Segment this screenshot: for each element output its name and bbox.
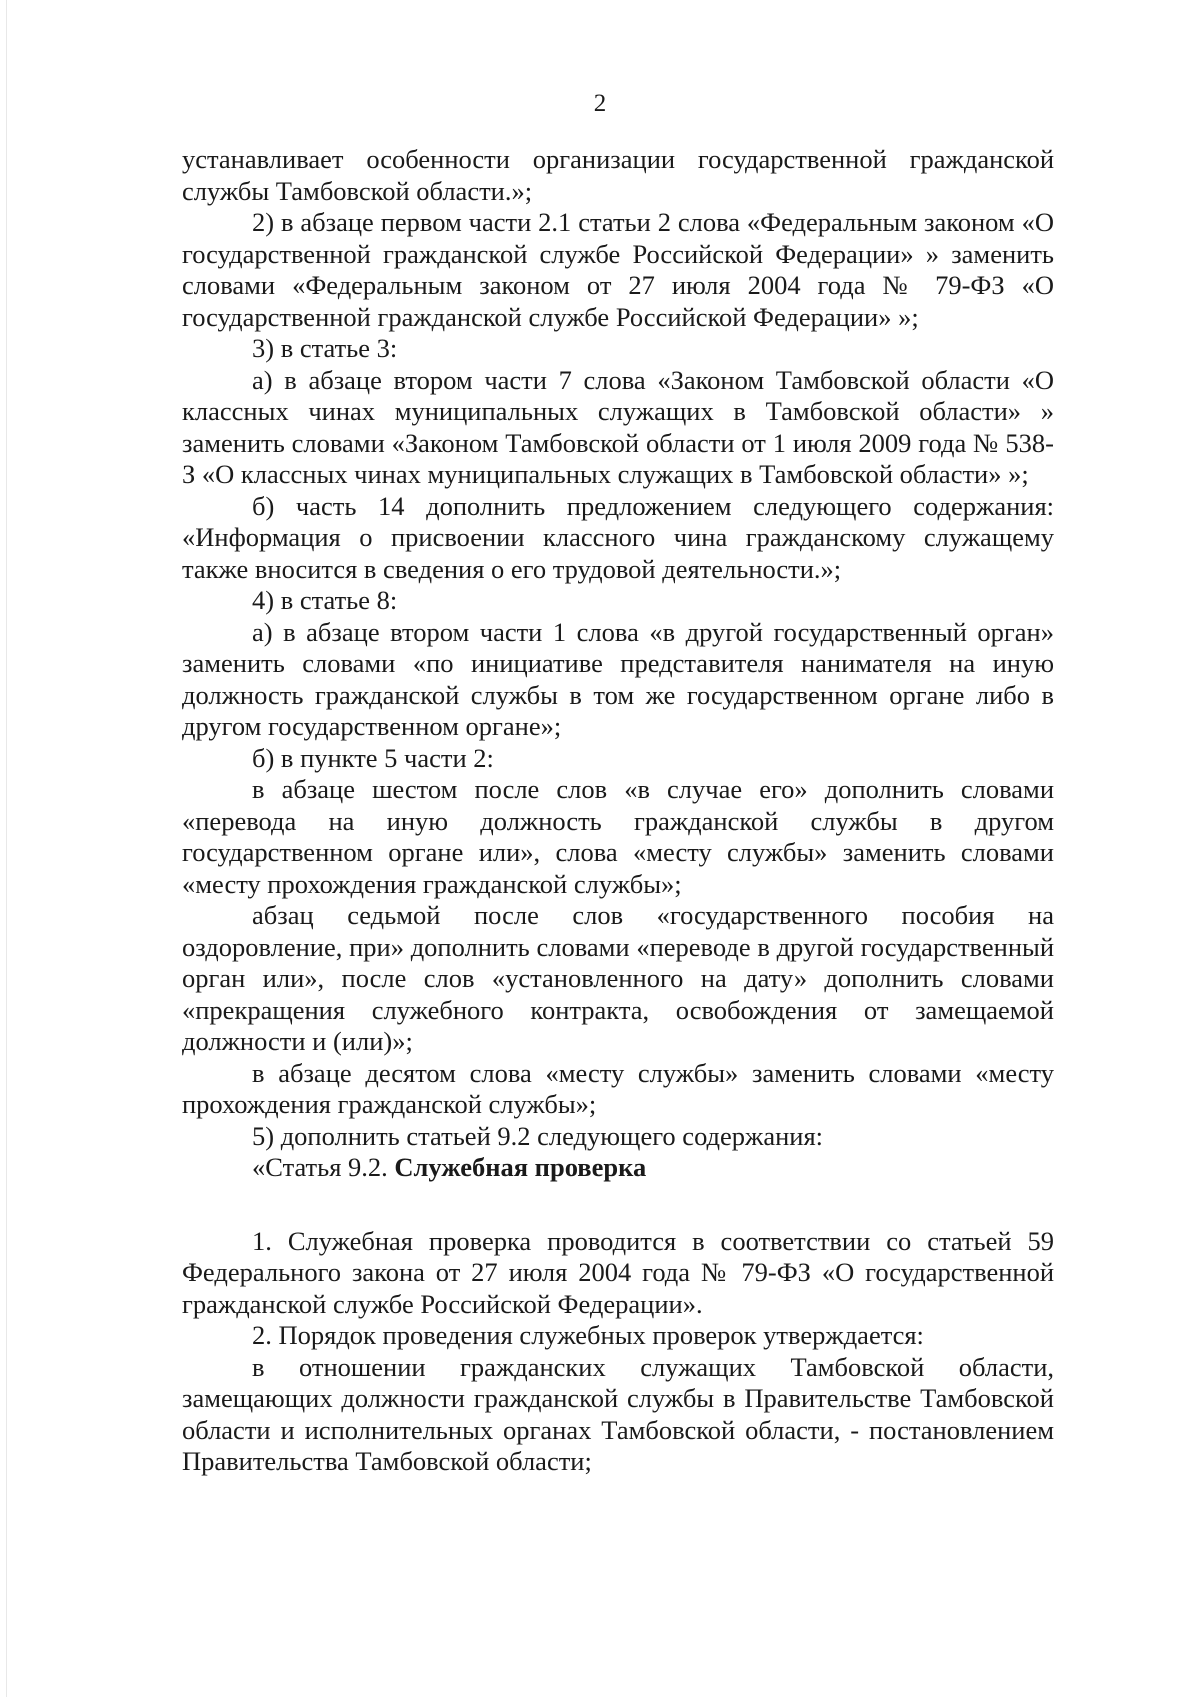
paragraph: в абзаце десятом слова «месту службы» заменить словами «месту прохождения гражданской службы»; <box>182 1057 1054 1119</box>
scan-edge-line <box>6 0 7 1697</box>
article-paragraph: 2. Порядок проведения служебных проверок утверждается: <box>252 1320 924 1350</box>
paragraph: 2) в абзаце первом части 2.1 статьи 2 слова «Федеральным законом «О государственной гражданской службе Российской Федерации» » заменить словами «Федеральным законом от 27 июля 2004 года № 79-ФЗ «О государственной гражданской службе Российской Федерации» »; <box>182 207 1054 332</box>
document-body <box>182 144 1054 1478</box>
paragraph: 4) в статье 8: <box>252 585 398 615</box>
paragraph: а) в абзаце втором части 7 слова «Законом Тамбовской области «О классных чинах муниципальных служащих в Тамбовской области» » заменить словами «Законом Тамбовской области от 1 июля 2009 года № 538-З «О классных чинах муниципальных служащих в Тамбовской области» »; <box>182 364 1054 489</box>
article-heading-title: Служебная проверка <box>394 1152 647 1182</box>
article-paragraph: в отношении гражданских служащих Тамбовской области, замещающих должности гражданской службы в Правительстве Тамбовской области и исполнительных органах Тамбовской области, - постановлением Правительства Тамбовской области; <box>182 1351 1054 1476</box>
paragraph: а) в абзаце втором части 1 слова «в другой государственный орган» заменить словами «по инициативе представителя нанимателя на иную должность гражданской службы в том же государственном органе либо в другом государственном органе»; <box>182 616 1054 741</box>
paragraph: устанавливает особенности организации государственной гражданской службы Тамбовской области.»; <box>182 144 1054 206</box>
article-paragraph: 1. Служебная проверка проводится в соответствии со статьей 59 Федерального закона от 27 июля 2004 года № 79-ФЗ «О государственной гражданской службе Российской Федерации». <box>182 1225 1054 1319</box>
paragraph: б) часть 14 дополнить предложением следующего содержания: «Информация о присвоении классного чина гражданскому служащему также вносится в сведения о его трудовой деятельности.»; <box>182 490 1054 584</box>
page-number: 2 <box>593 90 607 117</box>
paragraph: 3) в статье 3: <box>252 333 398 363</box>
paragraph: 5) дополнить статьей 9.2 следующего содержания: <box>252 1120 824 1151</box>
paragraph: б) в пункте 5 части 2: <box>252 742 494 773</box>
article-heading-prefix: «Статья 9.2. <box>252 1152 395 1182</box>
paragraph: абзац седьмой после слов «государственного пособия на оздоровление, при» дополнить словами «переводе в другой государственный орган или», после слов «установленного на дату» дополнить словами «прекращения служебного контракта, освобождения от замещаемой должности и (или)»; <box>182 900 1054 1056</box>
paragraph: в абзаце шестом после слов «в случае его» дополнить словами «перевода на иную должность гражданской службы в другом государственном органе или», слова «месту службы» заменить словами «месту прохождения гражданской службы»; <box>182 774 1054 899</box>
article-heading <box>182 1152 1054 1184</box>
